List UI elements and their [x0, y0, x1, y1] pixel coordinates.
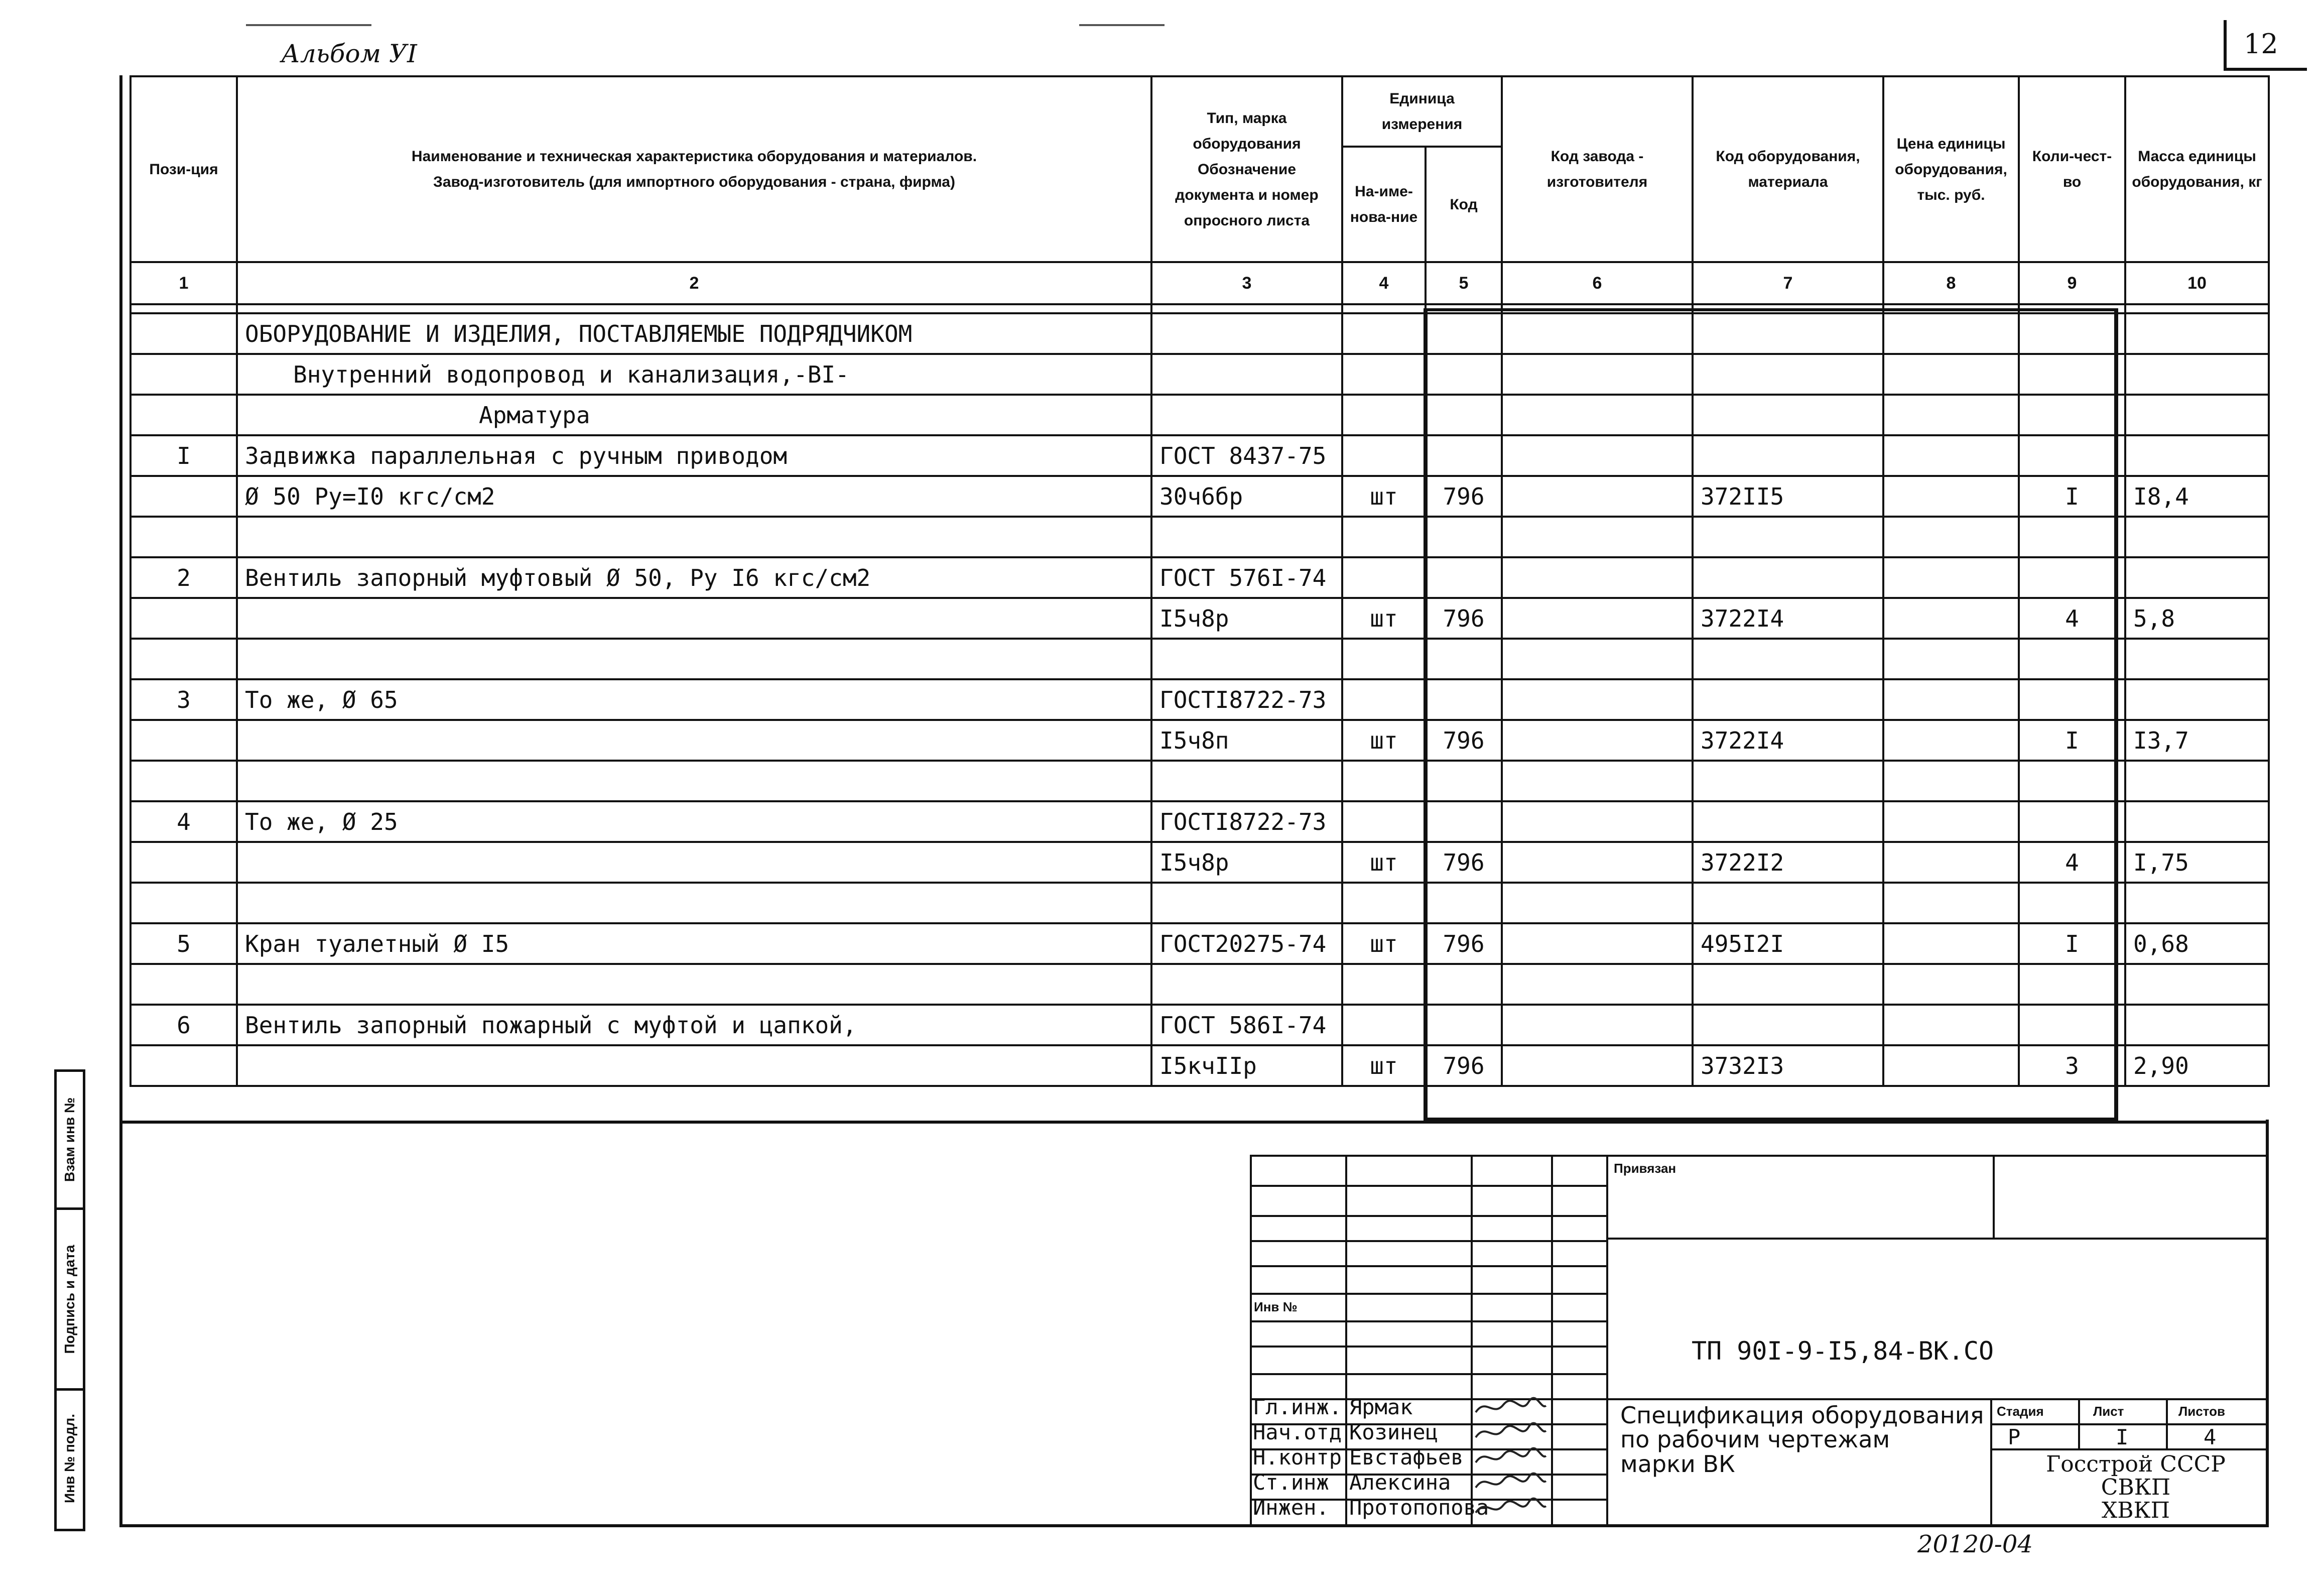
mass-cell: 0,68 — [2125, 923, 2269, 964]
table-row — [131, 923, 2269, 964]
header-unit-mass: Масса единицы оборудования, кг — [2125, 76, 2269, 262]
unit-name-cell — [1342, 639, 1426, 679]
document-cell: I5ч8п — [1151, 720, 1342, 761]
mass-cell — [2125, 679, 2269, 720]
handwritten-signature — [1473, 1495, 1548, 1520]
price-cell — [1883, 964, 2019, 1005]
table-row — [131, 761, 2269, 801]
handwritten-signature — [1473, 1420, 1548, 1445]
position-cell: 4 — [131, 801, 237, 842]
document-title-line: марки ВК — [1620, 1450, 1735, 1478]
manufacturer-code-cell — [1502, 883, 1693, 923]
unit-code-cell: 796 — [1426, 923, 1502, 964]
signature-name: Евстафьев — [1349, 1445, 1464, 1470]
quantity-cell — [2019, 679, 2125, 720]
header-type-doc: Тип, марка оборудования Обозначение документа и номер опросного листа — [1151, 76, 1342, 262]
manufacturer-code-cell — [1502, 801, 1693, 842]
quantity-cell — [2019, 435, 2125, 476]
document-cell: ГОСТ 576I-74 — [1151, 557, 1342, 598]
mass-cell — [2125, 883, 2269, 923]
document-cell: ГОСТ20275-74 — [1151, 923, 1342, 964]
price-cell — [1883, 1045, 2019, 1086]
quantity-cell: 4 — [2019, 598, 2125, 639]
material-code-cell: 3732I3 — [1693, 1045, 1883, 1086]
unit-code-cell: 796 — [1426, 842, 1502, 883]
unit-code-cell — [1426, 801, 1502, 842]
mass-cell: I3,7 — [2125, 720, 2269, 761]
manufacturer-code-cell — [1502, 964, 1693, 1005]
organization — [2003, 1453, 2269, 1523]
column-number: 3 — [1151, 262, 1342, 304]
material-code-cell — [1693, 517, 1883, 557]
name-cell — [237, 964, 1151, 1005]
manufacturer-code-cell — [1502, 598, 1693, 639]
unit-name-cell: шт — [1342, 1045, 1426, 1086]
archive-number: 20120-04 — [1917, 1530, 2033, 1558]
name-cell: Вентиль запорный муфтовый Ø 50, Ру I6 кгс/см2 — [237, 557, 1151, 598]
privyazan-label: Привязан — [1614, 1161, 1676, 1176]
price-cell — [1883, 598, 2019, 639]
manufacturer-code-cell — [1502, 842, 1693, 883]
material-code-cell — [1693, 801, 1883, 842]
manufacturer-code-cell — [1502, 923, 1693, 964]
unit-code-cell — [1426, 639, 1502, 679]
document-cell: ГОСТI8722-73 — [1151, 679, 1342, 720]
manufacturer-code-cell — [1502, 435, 1693, 476]
quantity-cell — [2019, 1005, 2125, 1045]
table-row — [131, 557, 2269, 598]
signature-role: Гл.инж. — [1253, 1395, 1342, 1419]
stage-value: Р — [2008, 1425, 2021, 1449]
mass-cell — [2125, 1005, 2269, 1045]
margin-stamp — [54, 1069, 85, 1531]
table-row — [131, 720, 2269, 761]
document-cell: 30ч6бр — [1151, 476, 1342, 517]
margin-cell-inv — [57, 1391, 83, 1526]
table-row — [131, 639, 2269, 679]
unit-code-cell — [1426, 679, 1502, 720]
document-code: ТП 90I-9-I5,84-ВК.СО — [1692, 1336, 1994, 1366]
section-row — [131, 395, 2269, 435]
mass-cell — [2125, 761, 2269, 801]
top-dash-left — [246, 24, 371, 26]
name-cell: Вентиль запорный пожарный с муфтой и цапкой, — [237, 1005, 1151, 1045]
column-number: 8 — [1883, 262, 2019, 304]
table-row — [131, 842, 2269, 883]
organization-line: СВКП — [2101, 1475, 2171, 1501]
price-cell — [1883, 883, 2019, 923]
unit-name-cell: шт — [1342, 923, 1426, 964]
header-material-code: Код оборудования, материала — [1693, 76, 1883, 262]
column-number: 6 — [1502, 262, 1693, 304]
table-row — [131, 517, 2269, 557]
quantity-cell: 4 — [2019, 842, 2125, 883]
mass-cell — [2125, 435, 2269, 476]
name-cell — [237, 720, 1151, 761]
column-number: 10 — [2125, 262, 2269, 304]
price-cell — [1883, 435, 2019, 476]
unit-name-cell — [1342, 964, 1426, 1005]
quantity-cell: I — [2019, 720, 2125, 761]
organization-line: ХВКП — [2101, 1498, 2170, 1524]
header-manufacturer-code: Код завода - изготовителя — [1502, 76, 1693, 262]
material-code-cell — [1693, 964, 1883, 1005]
document-title-line: по рабочим чертежам — [1620, 1426, 1890, 1453]
document-cell — [1151, 761, 1342, 801]
material-code-cell — [1693, 639, 1883, 679]
organization-line: Госстрой СССР — [2046, 1451, 2226, 1477]
unit-code-cell: 796 — [1426, 1045, 1502, 1086]
header-unit-code: Код — [1426, 147, 1502, 262]
section-subtitle: Внутренний водопровод и канализация,-BI- — [237, 354, 1151, 395]
manufacturer-code-cell — [1502, 679, 1693, 720]
material-code-cell — [1693, 883, 1883, 923]
position-cell — [131, 883, 237, 923]
material-code-cell — [1693, 1005, 1883, 1045]
sheet-value: I — [2116, 1425, 2129, 1449]
frame-left-line — [119, 75, 122, 1526]
name-cell — [237, 761, 1151, 801]
document-title — [1620, 1403, 1984, 1476]
document-title-line: Спецификация оборудования — [1620, 1402, 1984, 1429]
material-code-cell — [1693, 761, 1883, 801]
mass-cell — [2125, 801, 2269, 842]
quantity-cell: I — [2019, 923, 2125, 964]
unit-name-cell — [1342, 801, 1426, 842]
name-cell — [237, 842, 1151, 883]
position-cell — [131, 964, 237, 1005]
name-cell: Кран туалетный Ø I5 — [237, 923, 1151, 964]
manufacturer-code-cell — [1502, 1045, 1693, 1086]
position-cell — [131, 761, 237, 801]
name-cell — [237, 598, 1151, 639]
stage-label: Стадия — [1997, 1404, 2044, 1419]
signature-role: Н.контр — [1253, 1445, 1342, 1470]
unit-code-cell — [1426, 517, 1502, 557]
table-row — [131, 801, 2269, 842]
position-cell — [131, 639, 237, 679]
header-unit-group: Единица измерения — [1342, 76, 1502, 147]
manufacturer-code-cell — [1502, 1005, 1693, 1045]
column-number: 9 — [2019, 262, 2125, 304]
sheet-number: 12 — [2244, 28, 2278, 60]
quantity-cell: 3 — [2019, 1045, 2125, 1086]
price-cell — [1883, 801, 2019, 842]
top-dash-right — [1079, 24, 1165, 26]
column-number: 5 — [1426, 262, 1502, 304]
document-cell: ГОСТ 8437-75 — [1151, 435, 1342, 476]
frame-bottom-line — [119, 1524, 2269, 1527]
unit-code-cell: 796 — [1426, 598, 1502, 639]
quantity-cell — [2019, 964, 2125, 1005]
manufacturer-code-cell — [1502, 476, 1693, 517]
name-cell — [237, 883, 1151, 923]
unit-name-cell: шт — [1342, 598, 1426, 639]
mass-cell: 5,8 — [2125, 598, 2269, 639]
table-row — [131, 964, 2269, 1005]
unit-name-cell — [1342, 883, 1426, 923]
manufacturer-code-cell — [1502, 720, 1693, 761]
position-cell: 5 — [131, 923, 237, 964]
position-cell — [131, 1045, 237, 1086]
quantity-cell — [2019, 557, 2125, 598]
unit-name-cell: шт — [1342, 842, 1426, 883]
signature-role: Инжен. — [1253, 1495, 1329, 1520]
table-bottom-line — [119, 1121, 2269, 1124]
section-title: ОБОРУДОВАНИЕ И ИЗДЕЛИЯ, ПОСТАВЛЯЕМЫЕ ПОДРЯДЧИКОМ — [237, 313, 1151, 354]
unit-name-cell — [1342, 517, 1426, 557]
header-unit-price: Цена единицы оборудования, тыс. руб. — [1883, 76, 2019, 262]
material-code-cell: 3722I4 — [1693, 598, 1883, 639]
document-cell — [1151, 639, 1342, 679]
unit-name-cell: шт — [1342, 720, 1426, 761]
manufacturer-code-cell — [1502, 517, 1693, 557]
unit-code-cell — [1426, 1005, 1502, 1045]
signature-name: Ярмак — [1349, 1395, 1413, 1419]
album-label: Альбом УI — [281, 39, 417, 68]
name-cell — [237, 639, 1151, 679]
unit-name-cell — [1342, 435, 1426, 476]
table-row — [131, 435, 2269, 476]
material-code-cell — [1693, 679, 1883, 720]
mass-cell: 2,90 — [2125, 1045, 2269, 1086]
position-cell: 2 — [131, 557, 237, 598]
document-cell — [1151, 517, 1342, 557]
position-cell — [131, 720, 237, 761]
table-row — [131, 1045, 2269, 1086]
sheets-value: 4 — [2204, 1425, 2217, 1449]
price-cell — [1883, 639, 2019, 679]
signature-role: Ст.инж — [1253, 1470, 1329, 1495]
name-cell — [237, 1045, 1151, 1086]
mass-cell — [2125, 639, 2269, 679]
unit-name-cell — [1342, 1005, 1426, 1045]
unit-code-cell: 796 — [1426, 476, 1502, 517]
header-position: Пози-ция — [131, 76, 237, 262]
table-row — [131, 598, 2269, 639]
price-cell — [1883, 720, 2019, 761]
mass-cell — [2125, 517, 2269, 557]
unit-code-cell — [1426, 761, 1502, 801]
column-number-row — [131, 262, 2269, 304]
document-cell: I5кчIIр — [1151, 1045, 1342, 1086]
position-cell — [131, 842, 237, 883]
mass-cell — [2125, 964, 2269, 1005]
price-cell — [1883, 761, 2019, 801]
table-row — [131, 1005, 2269, 1045]
material-code-cell — [1693, 435, 1883, 476]
quantity-cell — [2019, 517, 2125, 557]
document-cell — [1151, 964, 1342, 1005]
margin-inv-label: Инв № подл. — [62, 1413, 77, 1504]
signature-role: Нач.отд — [1253, 1420, 1342, 1444]
unit-code-cell: 796 — [1426, 720, 1502, 761]
header-unit-name: На-име-нова-ние — [1342, 147, 1426, 262]
signature-name: Протопопова — [1349, 1495, 1489, 1520]
unit-name-cell — [1342, 761, 1426, 801]
name-cell — [237, 517, 1151, 557]
price-cell — [1883, 517, 2019, 557]
table-row — [131, 679, 2269, 720]
position-cell: I — [131, 435, 237, 476]
material-code-cell: 495I2I — [1693, 923, 1883, 964]
manufacturer-code-cell — [1502, 557, 1693, 598]
signature-name: Алексина — [1349, 1470, 1451, 1495]
manufacturer-code-cell — [1502, 639, 1693, 679]
position-cell: 6 — [131, 1005, 237, 1045]
handwritten-signature — [1473, 1395, 1548, 1420]
document-cell: ГОСТI8722-73 — [1151, 801, 1342, 842]
price-cell — [1883, 476, 2019, 517]
sheet-label: Лист — [2093, 1404, 2124, 1419]
document-cell: ГОСТ 586I-74 — [1151, 1005, 1342, 1045]
unit-name-cell: шт — [1342, 476, 1426, 517]
section-row — [131, 354, 2269, 395]
position-cell — [131, 476, 237, 517]
manufacturer-code-cell — [1502, 761, 1693, 801]
column-number: 1 — [131, 262, 237, 304]
position-cell — [131, 517, 237, 557]
unit-code-cell — [1426, 557, 1502, 598]
column-number: 4 — [1342, 262, 1426, 304]
unit-name-cell — [1342, 679, 1426, 720]
price-cell — [1883, 557, 2019, 598]
document-cell: I5ч8р — [1151, 842, 1342, 883]
unit-code-cell — [1426, 883, 1502, 923]
signature-name: Козинец — [1349, 1420, 1439, 1444]
unit-name-cell — [1342, 557, 1426, 598]
price-cell — [1883, 842, 2019, 883]
section-group-title: Арматура — [237, 395, 1151, 435]
margin-podpis-label: Подпись и дата — [62, 1245, 77, 1354]
margin-cell-podpis — [57, 1210, 83, 1391]
handwritten-signature — [1473, 1470, 1548, 1495]
document-cell: I5ч8р — [1151, 598, 1342, 639]
position-cell: 3 — [131, 679, 237, 720]
material-code-cell: 3722I4 — [1693, 720, 1883, 761]
quantity-cell — [2019, 801, 2125, 842]
mass-cell: I8,4 — [2125, 476, 2269, 517]
price-cell — [1883, 923, 2019, 964]
table-row — [131, 476, 2269, 517]
name-cell: Задвижка параллельная с ручным приводом — [237, 435, 1151, 476]
material-code-cell — [1693, 557, 1883, 598]
name-cell: То же, Ø 25 — [237, 801, 1151, 842]
unit-code-cell — [1426, 964, 1502, 1005]
header-name-line1: Наименование и техническая характеристика оборудования и материалов. — [411, 148, 977, 165]
header-quantity: Коли-чест-во — [2019, 76, 2125, 262]
mass-cell: I,75 — [2125, 842, 2269, 883]
name-cell: То же, Ø 65 — [237, 679, 1151, 720]
inv-number-label: Инв № — [1254, 1299, 1298, 1314]
quantity-cell — [2019, 883, 2125, 923]
mass-cell — [2125, 557, 2269, 598]
quantity-cell — [2019, 639, 2125, 679]
quantity-cell — [2019, 761, 2125, 801]
position-cell — [131, 598, 237, 639]
table-row — [131, 883, 2269, 923]
handwritten-signature — [1473, 1445, 1548, 1470]
material-code-cell: 3722I2 — [1693, 842, 1883, 883]
quantity-cell: I — [2019, 476, 2125, 517]
price-cell — [1883, 1005, 2019, 1045]
price-cell — [1883, 679, 2019, 720]
sheets-label: Листов — [2178, 1404, 2225, 1419]
header-name — [237, 76, 1151, 262]
section-row — [131, 313, 2269, 354]
document-cell — [1151, 883, 1342, 923]
name-cell: Ø 50 Ру=I0 кгс/см2 — [237, 476, 1151, 517]
specification-table — [130, 75, 2270, 1087]
unit-code-cell — [1426, 435, 1502, 476]
margin-vzam-label: Взам инв № — [62, 1097, 77, 1182]
column-number: 7 — [1693, 262, 1883, 304]
margin-cell-vzam — [57, 1072, 83, 1210]
material-code-cell: 372II5 — [1693, 476, 1883, 517]
header-name-line2: Завод-изготовитель (для импортного оборудования - страна, фирма) — [433, 174, 955, 190]
column-number: 2 — [237, 262, 1151, 304]
